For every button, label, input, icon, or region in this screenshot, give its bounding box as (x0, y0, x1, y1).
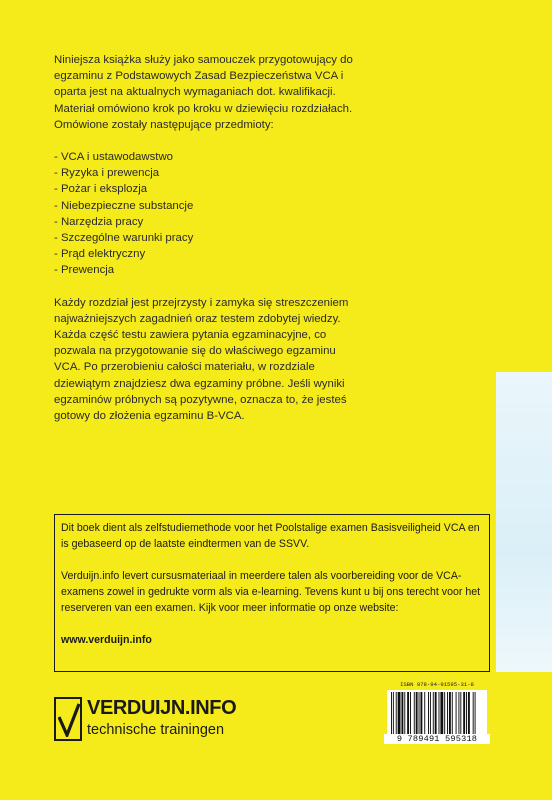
list-item: - Prąd elektryczny (54, 248, 146, 261)
logo-brand: VERDUIJN.INFO (87, 697, 237, 719)
checkmark-icon (54, 697, 82, 741)
intro-paragraph-2: Każdy rozdział jest przejrzysty i zamyka się streszczeniem najważniejszych zagadnień oraz testem zdobytej wiedzy. Każda część testu zawiera pytania egzaminacyjne, co pozwala na przygotowanie się do właściwego egzaminu VCA. Po przerobieniu całości materiału, w rozdziale dziewiątym znajdziesz dwa egzaminy próbne. Jeśli wyniki egzaminów próbnych są pozytywne, oznacza to, że jesteś gotowy do złożenia egzaminu B-VCA. (54, 296, 349, 423)
barcode-digits: 9 789491 595318 (384, 734, 490, 744)
website-link[interactable]: www.verduijn.info (61, 634, 152, 646)
list-item: - Narzędzia pracy (54, 215, 144, 228)
logo (54, 697, 237, 743)
isbn-label: ISBN 978-94-91595-31-8 (400, 681, 474, 688)
list-item: - Prewencja (54, 264, 115, 277)
list-item: - Ryzyka i prewencja (54, 167, 160, 180)
info-paragraph-2: Verduijn.info levert cursusmateriaal in meerdere talen als voorbereiding voor de VCA-examens zowel in gedrukte vorm als via e-learning. Tevens kunt u bij ons terecht voor het reserveren van een examen. Kijk voor meer informatie op onze website: (61, 570, 481, 614)
intro-text (54, 52, 354, 424)
subject-list (54, 149, 354, 279)
logo-tagline: technische trainingen (87, 722, 225, 738)
info-paragraph-1: Dit boek dient als zelfstudiemethode voor het Poolstalige examen Basisveiligheid VCA en is gebaseerd op de laatste eindtermen van de SSVV. (61, 522, 480, 550)
barcode-area (384, 681, 490, 748)
barcode (387, 690, 487, 738)
info-box (54, 514, 490, 672)
side-panel (496, 372, 552, 672)
intro-paragraph-1: Niniejsza książka służy jako samouczek przygotowujący do egzaminu z Podstawowych Zasad Bezpieczeństwa VCA i oparta jest na aktualnych wymaganiach dot. kwalifikacji. Materiał omówiono krok po kroku w dziewięciu rozdziałach. Omówione zostały następujące przedmioty: (54, 54, 353, 131)
list-item: - Pożar i eksplozja (54, 183, 148, 196)
list-item: - VCA i ustawodawstwo (54, 151, 174, 164)
list-item: - Niebezpieczne substancje (54, 199, 194, 212)
list-item: - Szczególne warunki pracy (54, 232, 194, 245)
